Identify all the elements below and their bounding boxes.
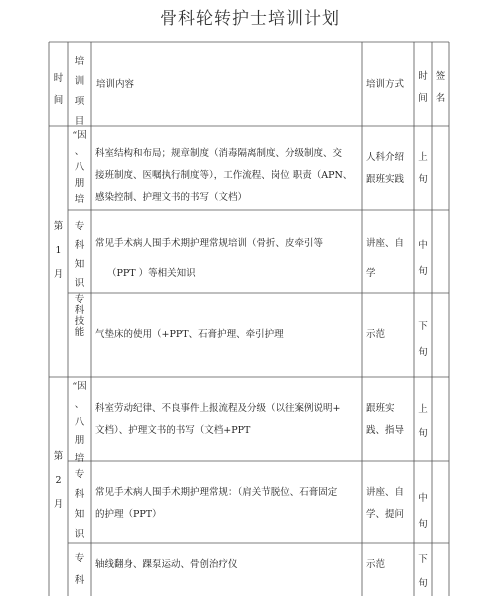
table-row-period (414, 314, 432, 366)
item-char: 专 (74, 469, 85, 480)
table-row-period (414, 233, 432, 285)
table-row-method (366, 324, 385, 346)
month-char: 月 (53, 499, 64, 510)
header-item-char: 培 (74, 56, 85, 67)
item-char: 八 (74, 417, 85, 428)
item-char: 科 (74, 305, 85, 316)
month-label (49, 445, 68, 517)
item-char: 科 (74, 240, 85, 251)
header-method: 培训方式 (366, 79, 405, 90)
content-line: 接班制度、医嘱执行制度等），工作流程、岗位 职责（APN、 (95, 170, 353, 181)
header-item-char: 训 (74, 76, 85, 87)
header-time-char: 时 (53, 73, 64, 84)
document-title: 骨科轮转护士培训计划 (160, 9, 340, 29)
item-char: 朋 (74, 178, 85, 189)
period-char: 下 (418, 554, 428, 565)
table-row-period (414, 548, 432, 596)
period-char: 下 (418, 321, 428, 332)
period-char: 中 (418, 240, 428, 251)
table-row-content (95, 482, 360, 526)
method-line: 示范 (366, 329, 386, 340)
table-row-content (95, 143, 360, 209)
period-char: 旬 (418, 347, 428, 358)
item-char: 培 (74, 194, 85, 205)
method-line: 跟班实 (366, 403, 395, 414)
month-label (49, 215, 68, 287)
header-period-char: 间 (418, 93, 428, 104)
item-char: 识 (74, 278, 85, 289)
table-row-content (95, 324, 360, 346)
header-period (414, 66, 432, 110)
table-row-item (68, 294, 91, 338)
content-line: 感染控制、护理文书的书写（文档） (95, 192, 248, 203)
table-row-item (68, 128, 91, 208)
content-line: 文档）、护理文书的书写（文档+PPT (95, 425, 251, 436)
table-row-method (366, 554, 385, 576)
item-char: 技 (74, 316, 85, 327)
table-row-period (414, 398, 432, 446)
period-char: 旬 (418, 578, 428, 589)
header-item (68, 52, 91, 132)
item-char: 科 (74, 575, 85, 586)
content-line: （PPT ）等相关知识 (107, 268, 196, 279)
method-line: 讲座、自 (366, 238, 405, 249)
table-row-item (68, 378, 91, 468)
header-time-char: 间 (53, 95, 64, 106)
item-char: 专 (74, 294, 85, 305)
table-row-content (95, 229, 360, 289)
item-char: 培 (74, 453, 85, 464)
item-char: 八 (74, 162, 85, 173)
table-row-period (414, 486, 432, 538)
header-time (49, 68, 68, 112)
method-line: 人科介绍 (366, 152, 405, 163)
item-char: 朋 (74, 435, 85, 446)
item-char: 专 (74, 221, 85, 232)
header-item-char: 项 (74, 96, 85, 107)
table-row-method (366, 398, 404, 442)
content-line: 科室结构和布局；规章制度（消毒隔离制度、分级制度、交 (95, 148, 343, 159)
content-line: 轴线翻身、踝泵运动、骨创治疗仪 (95, 559, 238, 570)
header-content: 培训内容 (96, 79, 135, 90)
header-sign-char: 签 (435, 71, 446, 82)
header-period-char: 时 (418, 71, 428, 82)
period-char: 旬 (418, 174, 428, 185)
item-char: 专 (74, 553, 85, 564)
item-char: 知 (74, 259, 85, 270)
header-item-char: 目 (74, 116, 85, 127)
table-row-item (68, 465, 91, 545)
method-line: 学 (366, 268, 376, 279)
table-row-method (366, 482, 404, 526)
table-row-item (68, 217, 91, 293)
item-char: 能 (74, 327, 85, 338)
method-line: 跟班实践 (366, 174, 405, 185)
content-line: 科室劳动纪律、不良事件上报流程及分级（以往案例说明+ (95, 403, 341, 414)
content-line: 常见手术病人围手术期护理常规：（肩关节脱位、石膏固定 (95, 487, 338, 498)
method-line: 学、提问 (366, 509, 405, 520)
month-char: 1 (55, 245, 62, 256)
item-char: “因 (72, 381, 87, 392)
period-char: 上 (418, 152, 428, 163)
month-char: 第 (53, 221, 64, 232)
period-char: 旬 (418, 519, 428, 530)
table-row-content (95, 398, 360, 442)
period-char: 中 (418, 493, 428, 504)
table-row-content (95, 554, 360, 576)
month-char: 第 (53, 451, 64, 462)
item-char: 科 (74, 489, 85, 500)
item-char: 、 (74, 399, 85, 410)
period-char: 上 (418, 404, 428, 415)
content-line: 气垫床的使用（+PPT、石膏护理、牵引护理 (95, 329, 284, 340)
month-char: 月 (53, 269, 64, 280)
table-row-period (414, 147, 432, 191)
content-line: 的护理（PPT） (95, 509, 162, 520)
content-line: 常见手术病人围手术期护理常规培训（骨折、皮牵引等 (95, 238, 324, 249)
method-line: 示范 (366, 559, 386, 570)
table-row-item (68, 548, 91, 592)
header-sign (432, 66, 449, 110)
table-row-method (366, 147, 404, 191)
item-char: 、 (74, 146, 85, 157)
item-char: “因 (72, 130, 87, 141)
method-line: 讲座、自 (366, 487, 405, 498)
item-char: 知 (74, 509, 85, 520)
period-char: 旬 (418, 428, 428, 439)
period-char: 旬 (418, 266, 428, 277)
table-row-method (366, 229, 404, 289)
header-sign-char: 名 (435, 93, 446, 104)
item-char: 识 (74, 529, 85, 540)
method-line: 践、指导 (366, 425, 405, 436)
month-char: 2 (55, 475, 62, 486)
